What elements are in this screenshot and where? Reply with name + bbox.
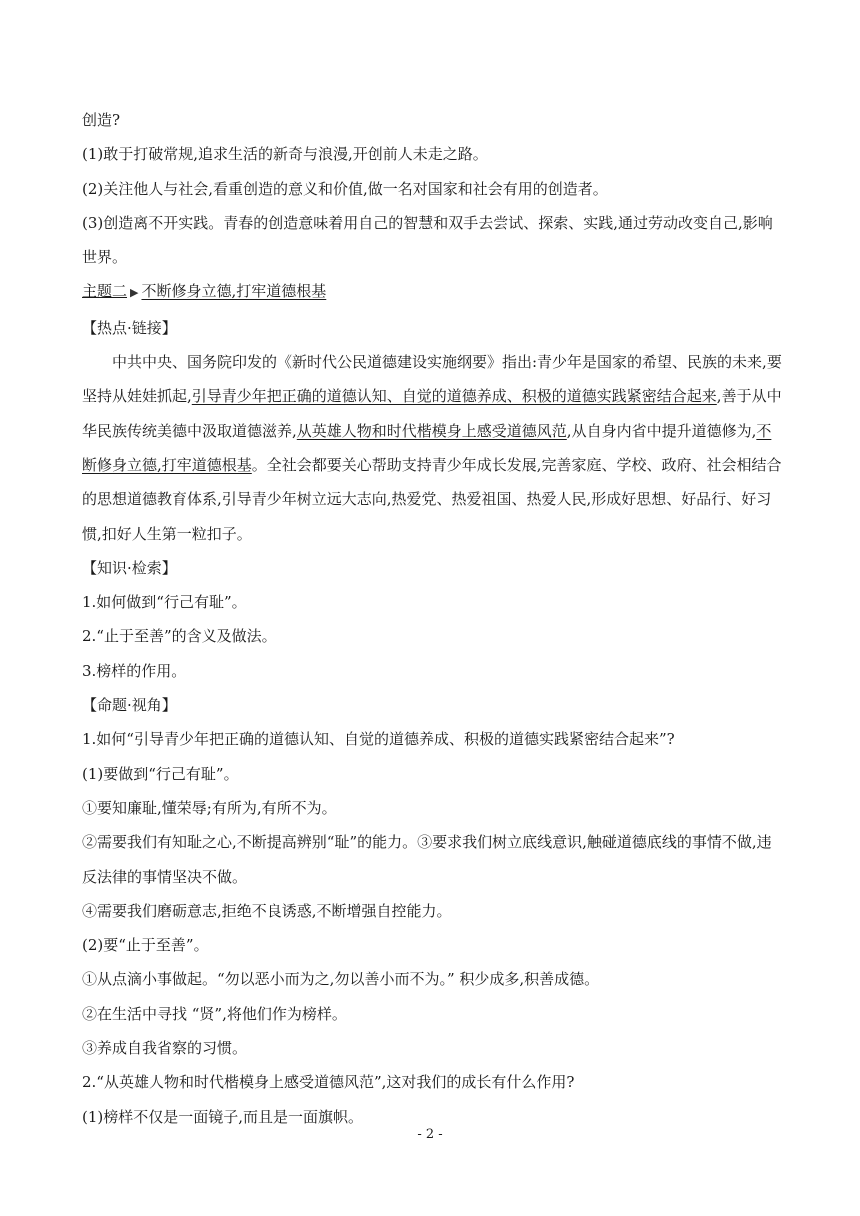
- text-segment: (1)敢于打破常规,追求生活的新奇与浪漫,开创前人未走之路。: [82, 145, 488, 164]
- knowledge-item: 3.榜样的作用。: [82, 661, 187, 680]
- underlined-phrase: 从英雄人物和时代楷模身上感受道德风范: [296, 421, 567, 440]
- page-content: [82, 103, 782, 1134]
- paragraph-point-1: [82, 137, 782, 171]
- proposition-line: (1)榜样不仅是一面镜子,而且是一面旗帜。: [82, 1107, 364, 1126]
- proposition-line: ①从点滴小事做起。“勿以恶小而为之,勿以善小而不为。” 积少成多,积善成德。: [82, 970, 600, 989]
- paragraph-point-3: [82, 206, 782, 275]
- page-number: - 2 -: [417, 1127, 443, 1142]
- text-segment: 中共中央、国务院印发的《新时代公民道德建设实施纲要》指出:青少年是国家的希望、民族的未来,要坚持从娃娃抓起,: [82, 353, 782, 406]
- paragraph-creation-question: [82, 103, 782, 137]
- proposition-line: 1.如何“引导青少年把正确的道德认知、自觉的道德养成、积极的道德实践紧密结合起来”?: [82, 730, 675, 749]
- proposition-line: 2.“从英雄人物和时代楷模身上感受道德风范”,这对我们的成长有什么作用?: [82, 1073, 575, 1092]
- proposition-line: ④需要我们磨砺意志,拒绝不良诱惑,不断增强自控能力。: [82, 901, 452, 920]
- text-segment: 。全社会都要关心帮助支持青少年成长发展,完善家庭、学校、政府、社会相结合的思想道德教育体系,引导青少年树立远大志向,热爱党、热爱祖国、热爱人民,形成好思想、好品行、好习惯,扣好人生第一粒扣子。: [82, 455, 782, 543]
- proposition-line: ①要知廉耻,懂荣辱;有所为,有所不为。: [82, 798, 337, 817]
- proposition-line: (1)要做到“行己有耻”。: [82, 764, 239, 783]
- proposition-line: (2)要“止于至善”。: [82, 936, 209, 955]
- text-segment: ,善于从中华民族传统美德中汲取道德滋养,: [82, 387, 782, 440]
- text-segment: 创造?: [82, 111, 121, 129]
- knowledge-item: 2.“止于至善”的含义及做法。: [82, 627, 277, 646]
- proposition-line: ③养成自我省察的习惯。: [82, 1039, 248, 1058]
- underlined-phrase: 引导青少年把正确的道德认知、自觉的道德养成、积极的道德实践紧密结合起来: [191, 387, 717, 406]
- theme-heading: [82, 274, 782, 310]
- hotspot-heading: 【热点·链接】: [82, 318, 177, 337]
- theme-title: 不断修身立德,打牢道德根基: [141, 282, 327, 301]
- proposition-heading: 【命题·视角】: [82, 696, 177, 715]
- text-segment: (2)关注他人与社会,看重创造的意义和价值,做一名对国家和社会有用的创造者。: [82, 179, 608, 198]
- triangle-right-icon: ▶: [130, 286, 139, 300]
- text-segment: (3)创造离不开实践。青春的创造意味着用自己的智慧和双手去尝试、探索、实践,通过劳动改变自己,影响世界。: [82, 213, 773, 267]
- theme-label: 主题二: [82, 282, 128, 301]
- proposition-line: ②在生活中寻找 “贤”,将他们作为榜样。: [82, 1004, 347, 1023]
- proposition-line: ②需要我们有知耻之心,不断提高辨别“耻”的能力。③要求我们树立底线意识,触碰道德底线的事情不做,违反法律的事情坚决不做。: [82, 833, 772, 886]
- hotspot-paragraph: [82, 345, 782, 551]
- text-segment: ,从自身内省中提升道德修为,: [566, 421, 757, 440]
- knowledge-item: 1.如何做到“行己有耻”。: [82, 593, 247, 612]
- paragraph-point-2: [82, 172, 782, 206]
- underlined-phrase: 不断修身立德,打牢道德根基: [82, 421, 772, 474]
- knowledge-heading: 【知识·检索】: [82, 558, 177, 577]
